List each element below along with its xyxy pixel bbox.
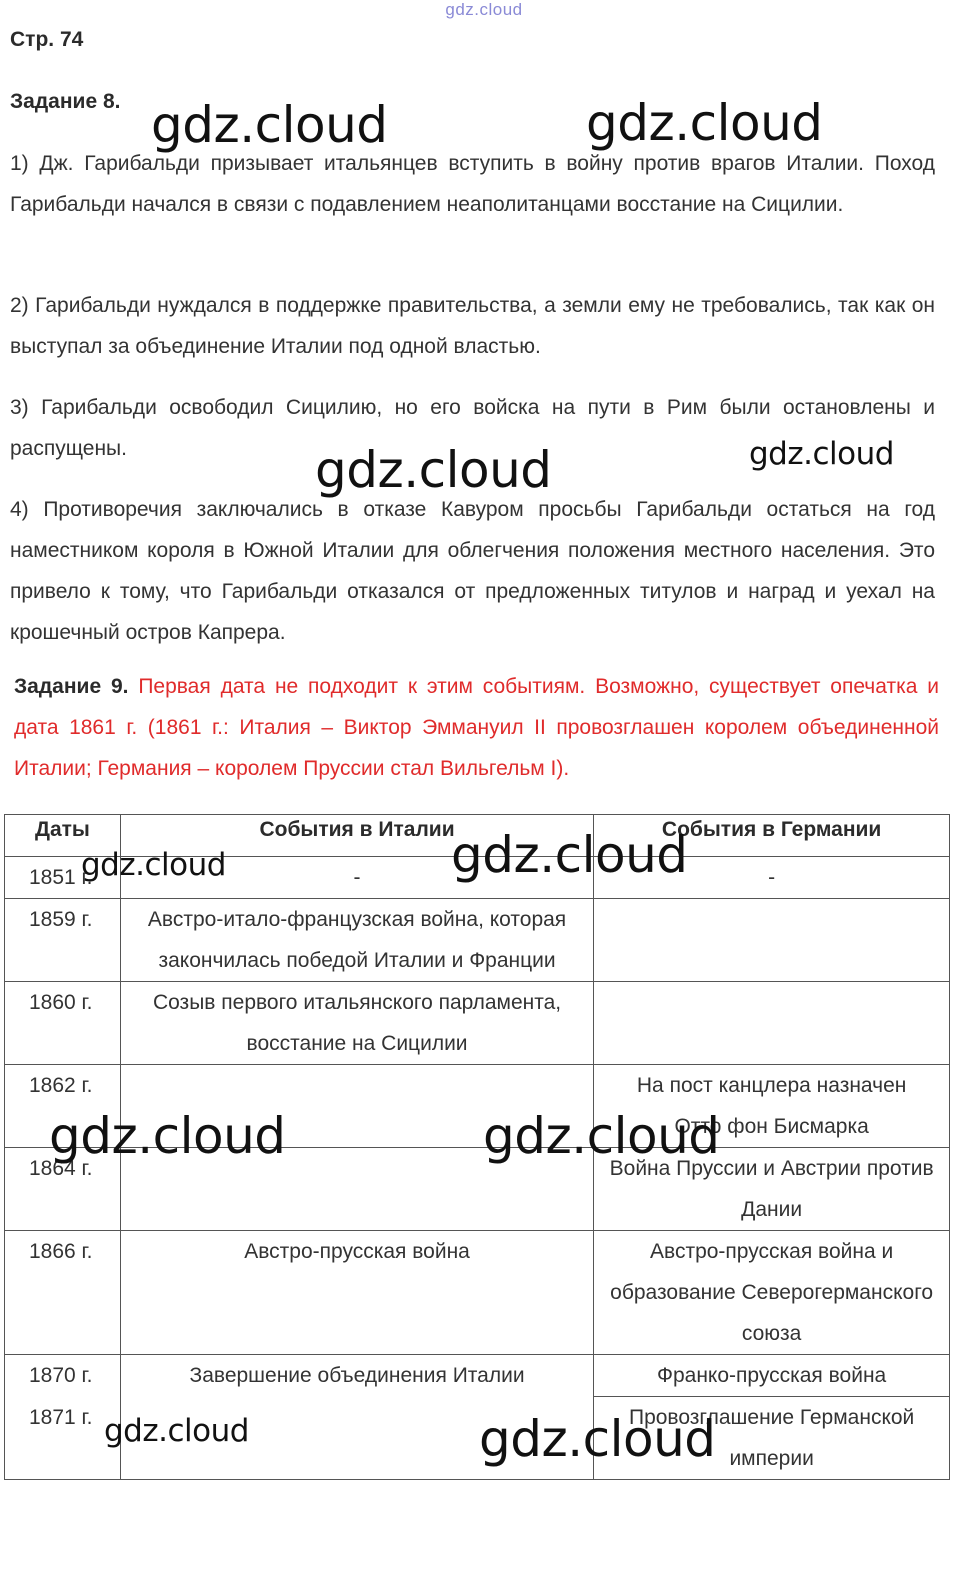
header-dates: Даты bbox=[5, 815, 121, 857]
watermark-logo: gdz.cloud bbox=[483, 1107, 720, 1165]
events-table bbox=[4, 814, 950, 1480]
task-9-note: Первая дата не подходит к этим событиям. Возможно, существует опечатка и дата 1861 г. (1861 г.: Италия – Виктор Эммануил II провозглашен королем объединенной Италии; Германия – королем Пруссии стал Вильгельм I). bbox=[14, 675, 939, 780]
row-date: 1870 г. bbox=[5, 1355, 121, 1397]
row-germany: Провозглашение Германской империи bbox=[594, 1397, 950, 1480]
table-header-row bbox=[5, 815, 950, 857]
row-date: 1862 г. bbox=[5, 1065, 121, 1148]
row-italy: Созыв первого итальянского парламента, восстание на Сицилии bbox=[120, 982, 593, 1065]
row-germany: - bbox=[594, 857, 950, 899]
watermark-logo: gdz.cloud bbox=[81, 847, 226, 883]
row-germany: Франко-прусская война bbox=[594, 1355, 950, 1397]
table-row bbox=[5, 1148, 950, 1231]
table-row bbox=[5, 1355, 950, 1397]
row-italy bbox=[120, 1148, 593, 1231]
table-row bbox=[5, 982, 950, 1065]
watermark-logo: gdz.cloud bbox=[315, 441, 552, 499]
header-italy: События в Италии bbox=[120, 815, 593, 857]
task-8-answer-4: 4) Противоречия заключались в отказе Кавуром просьбы Гарибальди остаться на год наместником короля в Южной Италии для облегчения положения местного населения. Это привело к тому, что Гарибальди отказался от предложенных титулов и наград и уехал на крошечный остров Капрера. bbox=[10, 498, 935, 644]
row-italy: Австро-итало-французская война, которая закончилась победой Италии и Франции bbox=[120, 899, 593, 982]
header-germany: События в Германии bbox=[594, 815, 950, 857]
watermark-logo: gdz.cloud bbox=[586, 94, 823, 152]
row-germany bbox=[594, 899, 950, 982]
row-italy: - bbox=[120, 857, 593, 899]
watermark-logo: gdz.cloud bbox=[749, 436, 894, 472]
table-row bbox=[5, 1231, 950, 1355]
watermark-logo: gdz.cloud bbox=[49, 1107, 286, 1165]
row-germany: Война Пруссии и Австрии против Дании bbox=[594, 1148, 950, 1231]
top-watermark: gdz.cloud bbox=[445, 0, 523, 19]
row-date: 1871 г. bbox=[5, 1397, 121, 1480]
row-date: 1859 г. bbox=[5, 899, 121, 982]
row-date: 1851 г. bbox=[5, 857, 121, 899]
row-date: 1866 г. bbox=[5, 1231, 121, 1355]
task-9-title: Задание 9. bbox=[14, 675, 129, 698]
row-italy: Завершение объединения Италии bbox=[120, 1355, 593, 1397]
watermark-logo: gdz.cloud bbox=[151, 96, 388, 154]
task-8-answer-1: 1) Дж. Гарибальди призывает итальянцев вступить в войну против врагов Италии. Поход Гарибальди начался в связи с подавлением неаполитанцами восстание на Сицилии. bbox=[10, 152, 935, 216]
watermark-logo: gdz.cloud bbox=[451, 826, 688, 884]
watermark-logo: gdz.cloud bbox=[104, 1413, 249, 1449]
task-8-title: Задание 8. bbox=[10, 90, 121, 113]
watermark-logo: gdz.cloud bbox=[479, 1410, 716, 1468]
table-row bbox=[5, 899, 950, 982]
row-italy bbox=[120, 1065, 593, 1148]
task-8-answer-2: 2) Гарибальди нуждался в поддержке правительства, а земли ему не требовались, так как он выступал за объединение Италии под одной властью. bbox=[10, 294, 935, 358]
row-date: 1860 г. bbox=[5, 982, 121, 1065]
table-row bbox=[5, 857, 950, 899]
row-germany: Австро-прусская война и образование Северогерманского союза bbox=[594, 1231, 950, 1355]
row-italy bbox=[120, 1397, 593, 1480]
table-row bbox=[5, 1397, 950, 1480]
task-8-answer-3: 3) Гарибальди освободил Сицилию, но его войска на пути в Рим были остановлены и распущены. bbox=[10, 396, 935, 460]
row-date: 1864 г. bbox=[5, 1148, 121, 1231]
row-germany bbox=[594, 982, 950, 1065]
row-germany: На пост канцлера назначен Отто фон Бисмарка bbox=[594, 1065, 950, 1148]
table-row bbox=[5, 1065, 950, 1148]
page-number: Стр. 74 bbox=[10, 28, 84, 51]
task-9-intro bbox=[14, 666, 939, 789]
row-italy: Австро-прусская война bbox=[120, 1231, 593, 1355]
